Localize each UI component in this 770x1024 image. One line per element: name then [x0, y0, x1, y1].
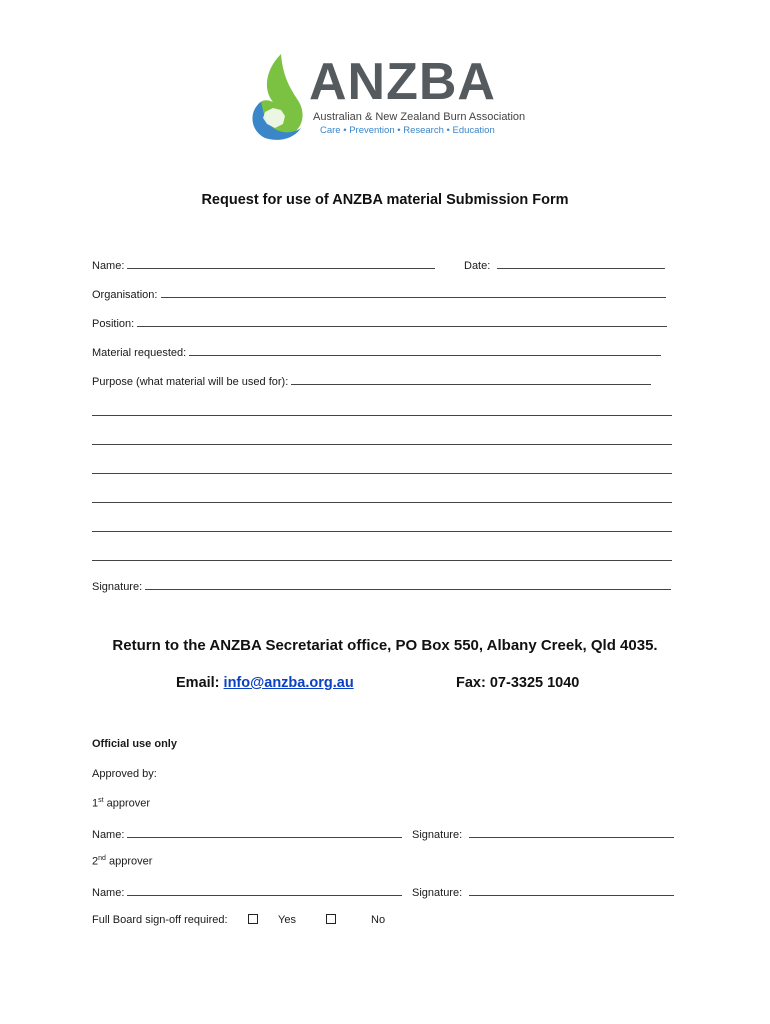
fax-number: 07-3325 1040 — [489, 675, 580, 691]
name-label: Name: — [92, 260, 125, 272]
position-row — [92, 316, 667, 330]
board-signoff-label: Full Board sign-off required: — [92, 914, 228, 926]
first-approver-word: approver — [106, 797, 151, 810]
position-label: Position: — [92, 318, 135, 330]
date-label: Date: — [464, 260, 491, 272]
flame-australia-icon — [243, 50, 313, 142]
first-approver-suffix: st — [98, 797, 104, 804]
approved-by-label: Approved by: — [92, 768, 157, 780]
email-label: Email: — [176, 675, 220, 691]
anzba-logo — [243, 50, 533, 142]
fax-label: Fax: — [456, 675, 486, 691]
fax-line — [456, 675, 579, 691]
purpose-line[interactable] — [92, 531, 672, 532]
approver-name-label: Name: — [92, 829, 125, 841]
official-heading: Official use only — [92, 738, 177, 750]
second-approver-signature-row — [412, 885, 674, 899]
no-label: No — [371, 914, 386, 926]
date-row — [464, 258, 665, 272]
organisation-field[interactable] — [161, 287, 666, 298]
first-approver-signature-row — [412, 827, 674, 841]
yes-checkbox[interactable] — [248, 914, 258, 924]
purpose-line[interactable] — [92, 415, 672, 416]
logo-wordmark: ANZBA — [309, 53, 496, 111]
organisation-row — [92, 287, 666, 301]
second-approver-label — [92, 855, 152, 868]
purpose-line[interactable] — [92, 560, 672, 561]
name-row — [92, 258, 435, 272]
form-title: Request for use of ANZBA material Submission Form — [201, 192, 569, 208]
material-field[interactable] — [189, 345, 661, 356]
signature-label: Signature: — [92, 581, 143, 593]
date-field[interactable] — [497, 258, 665, 269]
purpose-line[interactable] — [92, 502, 672, 503]
material-label: Material requested: — [92, 347, 187, 359]
second-approver-signature-field[interactable] — [469, 885, 674, 896]
first-approver-name-field[interactable] — [127, 827, 402, 838]
second-approver-word: approver — [108, 855, 153, 868]
purpose-label: Purpose (what material will be used for): — [92, 376, 289, 388]
approver-signature-label: Signature: — [412, 829, 463, 841]
second-approver-name-row — [92, 885, 402, 899]
second-approver-number: 2 — [92, 855, 99, 868]
first-approver-signature-field[interactable] — [469, 827, 674, 838]
purpose-field[interactable] — [291, 374, 651, 385]
yes-label: Yes — [278, 914, 296, 926]
approver-name-label: Name: — [92, 887, 125, 899]
first-approver-label — [92, 797, 150, 810]
name-field[interactable] — [127, 258, 435, 269]
second-approver-suffix: nd — [98, 855, 106, 862]
email-link[interactable]: info@anzba.org.au — [223, 675, 354, 691]
material-row — [92, 345, 661, 359]
first-approver-name-row — [92, 827, 402, 841]
first-approver-number: 1 — [92, 797, 99, 810]
email-line — [176, 675, 354, 691]
return-address: Return to the ANZBA Secretariat office, PO Box 550, Albany Creek, Qld 4035. — [112, 637, 658, 654]
position-field[interactable] — [137, 316, 667, 327]
second-approver-name-field[interactable] — [127, 885, 402, 896]
signature-row — [92, 579, 671, 593]
approver-signature-label: Signature: — [412, 887, 463, 899]
signature-field[interactable] — [145, 579, 671, 590]
purpose-line[interactable] — [92, 473, 672, 474]
no-checkbox[interactable] — [326, 914, 336, 924]
organisation-label: Organisation: — [92, 289, 158, 301]
purpose-line[interactable] — [92, 444, 672, 445]
logo-tagline: Care • Prevention • Research • Education — [320, 125, 495, 136]
purpose-row — [92, 374, 651, 388]
logo-subtitle: Australian & New Zealand Burn Association — [313, 111, 526, 123]
